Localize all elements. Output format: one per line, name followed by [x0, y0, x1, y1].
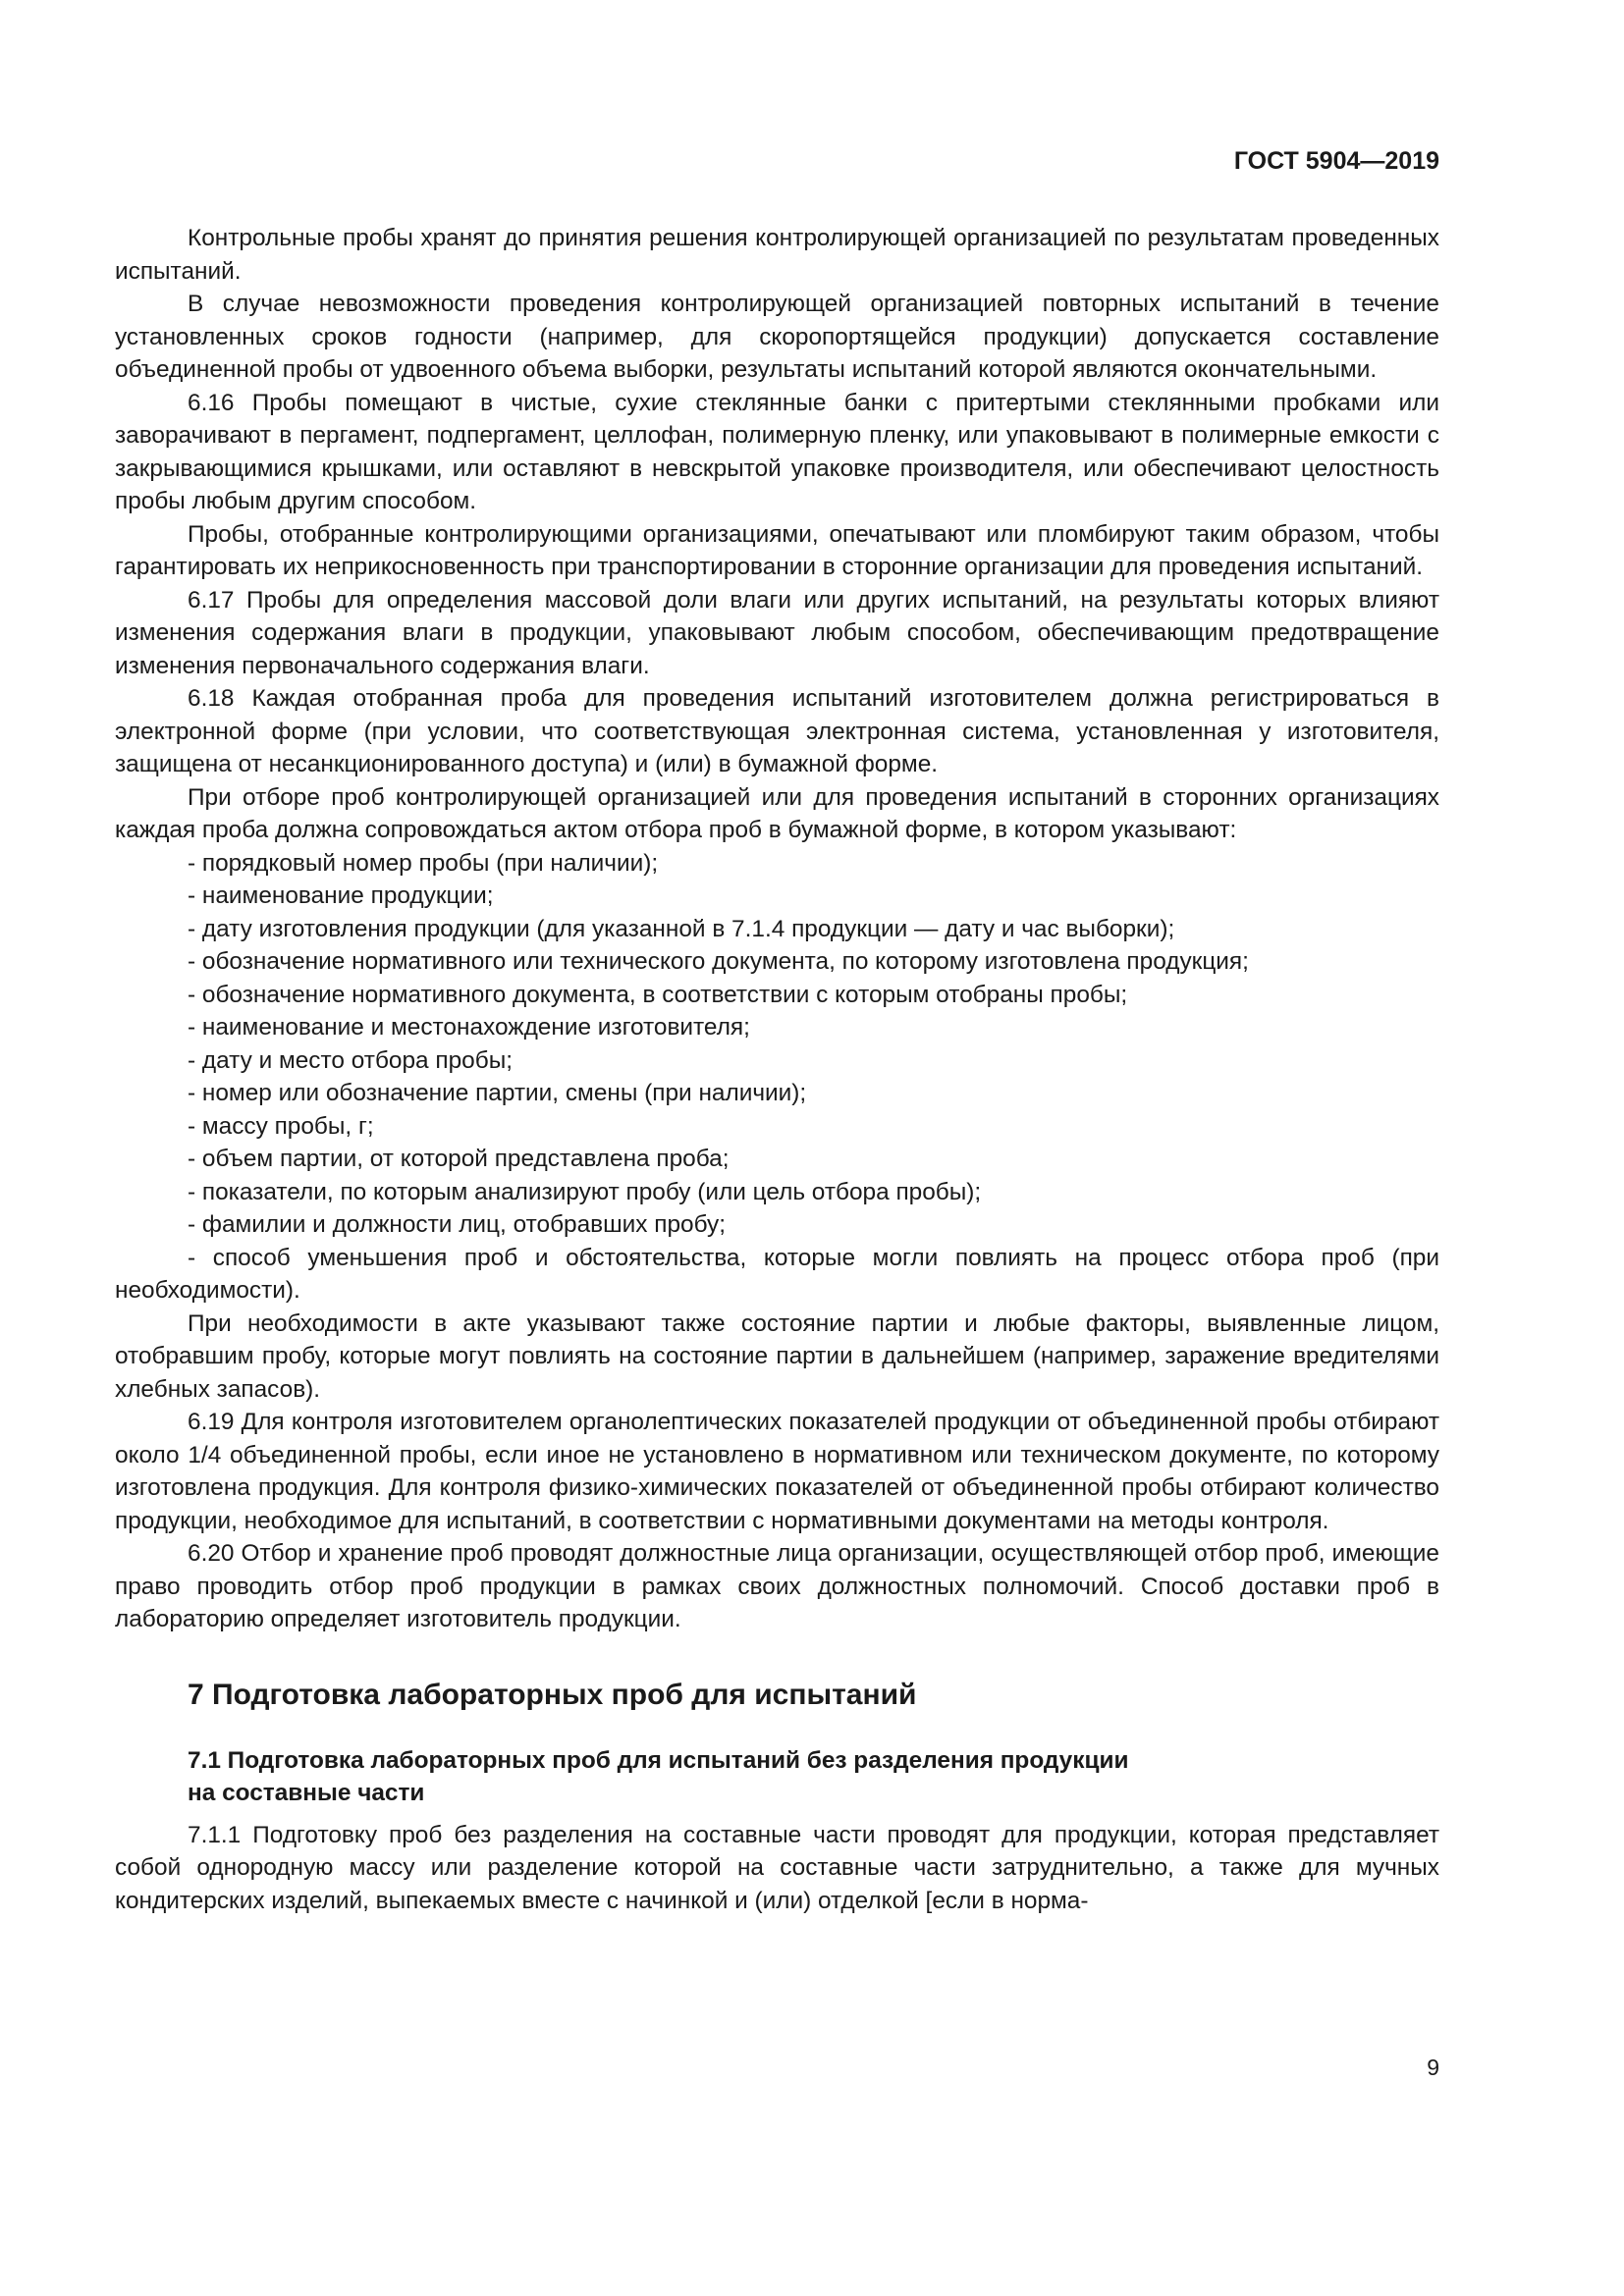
list-item: - номер или обозначение партии, смены (при наличии); [188, 1080, 807, 1106]
paragraph-6-20: 6.20 Отбор и хранение проб проводят должностные лица организации, осуществляющей отбор проб, имеющие право проводить отбор проб продукции в рамках своих должностных полномочий. Способ доставки проб в лабораторию определяет изготовитель продукции. [115, 1540, 1439, 1632]
list-item: - объем партии, от которой представлена проба; [188, 1146, 730, 1172]
paragraph: При необходимости в акте указывают также состояние партии и любые факторы, выявленные лицом, отобравшим пробу, которые могут повлиять на состояние партии в дальнейшем (например, заражение вредителями хлебных запасов). [115, 1309, 1439, 1403]
list-item: - дату изготовления продукции (для указанной в 7.1.4 продукции — дату и час выборки); [188, 915, 1175, 942]
paragraph-6-19: 6.19 Для контроля изготовителем органолептических показателей продукции от объединенной пробы отбирают около 1/4 объединенной пробы, если иное не установлено в нормативном или техническом документе, по которому изготовлена продукция. Для контроля физико-химических показателей от объединенной пробы отбирают количество продукции, необходимое для испытаний, в соответствии с нормативными документами на методы контроля. [115, 1409, 1439, 1534]
list-item: - дату и место отбора пробы; [188, 1046, 514, 1074]
paragraph: В случае невозможности проведения контролирующей организацией повторных испытаний в течение установленных сроков годности (например, для скоропортящейся продукции) допускается составление объединенной пробы от удвоенного объема выборки, результаты испытаний которой являются окончательными. [115, 291, 1439, 383]
paragraph-6-17: 6.17 Пробы для определения массовой доли влаги или других испытаний, на результаты которых влияют изменения содержания влаги в продукции, упаковывают любым способом, обеспечивающим предотвращение изменения первоначального содержания влаги. [115, 586, 1439, 679]
list-item: - обозначение нормативного документа, в соответствии с которым отобраны пробы; [188, 981, 1128, 1008]
paragraph: При отборе проб контролирующей организацией или для проведения испытаний в сторонних организациях каждая проба должна сопровождаться актом отбора проб в бумажной форме, в котором указывают: [115, 783, 1439, 843]
list-item: - показатели, по которым анализируют пробу (или цель отбора пробы); [188, 1178, 982, 1205]
paragraph-7-1-1: 7.1.1 Подготовку проб без разделения на составные части проводят для продукции, которая представляет собой однородную массу или разделение которой на составные части затруднительно, а также для мучных кондитерских изделий, выпекаемых вместе с начинкой и (или) отделкой [если в норма- [115, 1821, 1439, 1914]
subsection-heading-line: на составные части [188, 1779, 425, 1806]
list-item: - массу пробы, г; [188, 1112, 374, 1140]
page-body [115, 222, 1439, 1917]
list-item: - способ уменьшения проб и обстоятельства, которые могли повлиять на процесс отбора проб (при необходимости). [115, 1244, 1439, 1304]
subsection-heading-line: 7.1 Подготовка лабораторных проб для испытаний без разделения продукции [188, 1746, 1129, 1774]
list-item: - обозначение нормативного или технического документа, по которому изготовлена продукция; [188, 948, 1249, 975]
paragraph: Пробы, отобранные контролирующими организациями, опечатывают или пломбируют таким образом, чтобы гарантировать их неприкосновенность при транспортировании в сторонние организации для проведения испытаний. [115, 520, 1439, 580]
subsection-heading [188, 1744, 1439, 1809]
sampling-act-list [115, 847, 1439, 1308]
list-item: - наименование и местонахождение изготовителя; [188, 1014, 750, 1041]
paragraph: Контрольные пробы хранят до принятия решения контролирующей организацией по результатам проведенных испытаний. [115, 225, 1439, 285]
page-number: 9 [1427, 2055, 1439, 2080]
list-item: - наименование продукции; [188, 882, 494, 909]
document-code-header: ГОСТ 5904—2019 [1233, 147, 1439, 175]
paragraph-6-16: 6.16 Пробы помещают в чистые, сухие стеклянные банки с притертыми стеклянными пробками или заворачивают в пергамент, подпергамент, целлофан, полимерную пленку, или упаковывают в полимерные емкости с закрывающимися крышками, или оставляют в невскрытой упаковке производителя, или обеспечивают целостность пробы любым другим способом. [115, 389, 1439, 514]
list-item: - фамилии и должности лиц, отобравших пробу; [188, 1211, 727, 1238]
paragraph-6-18: 6.18 Каждая отобранная проба для проведения испытаний изготовителем должна регистрироваться в электронной форме (при условии, что соответствующая электронная система, установленная у изготовителя, защищена от несанкционированного доступа) и (или) в бумажной форме. [115, 685, 1439, 777]
list-item: - порядковый номер пробы (при наличии); [188, 849, 659, 877]
section-heading: 7 Подготовка лабораторных проб для испытаний [188, 1678, 917, 1711]
